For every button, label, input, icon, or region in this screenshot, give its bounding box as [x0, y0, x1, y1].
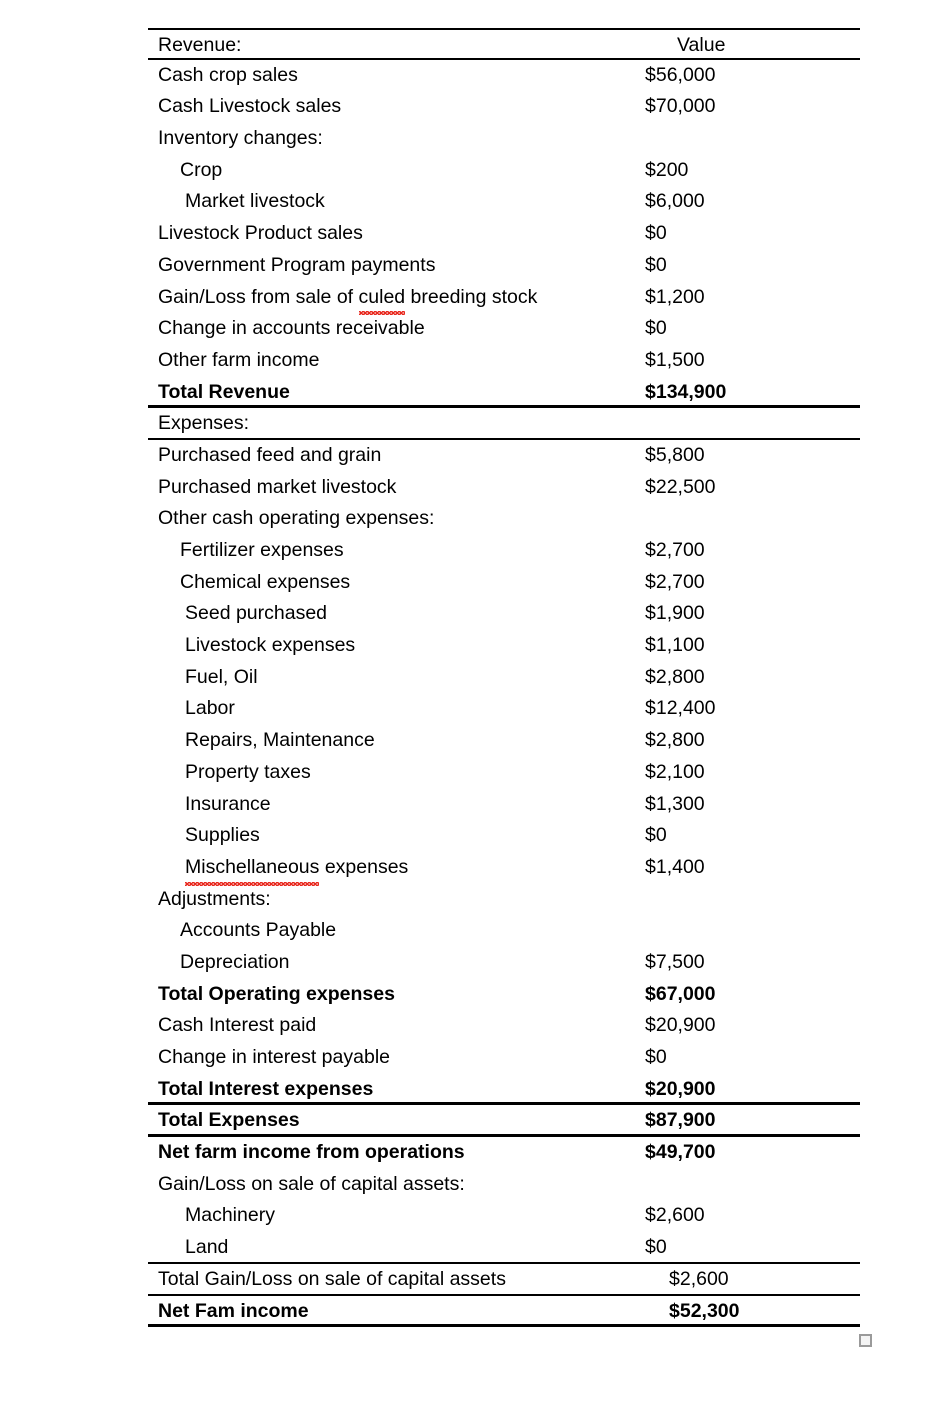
row-value: $6,000 — [645, 190, 705, 213]
table-row — [148, 630, 860, 662]
row-label: Seed purchased — [185, 602, 328, 625]
row-value: $20,900 — [645, 1014, 716, 1037]
row-value: $20,900 — [645, 1077, 716, 1100]
row-label: Inventory changes: — [158, 127, 323, 150]
table-row — [148, 789, 860, 821]
table-row — [148, 915, 860, 947]
row-value: $2,600 — [669, 1267, 729, 1290]
table-row-total-interest-expenses — [148, 1074, 860, 1106]
row-value: $1,200 — [645, 285, 705, 308]
row-value: $0 — [645, 1046, 667, 1068]
value-column-header: Value — [677, 34, 726, 56]
table-row — [148, 947, 860, 979]
table-row — [148, 440, 860, 472]
row-value: $67,000 — [645, 982, 716, 1005]
row-value: $87,900 — [645, 1109, 716, 1132]
row-label: Chemical expenses — [180, 570, 351, 593]
row-label: Net Fam income — [158, 1299, 309, 1322]
table-row-total-revenue — [148, 377, 860, 409]
row-label: Machinery — [185, 1204, 275, 1227]
table-row — [148, 1169, 860, 1201]
row-label: Change in interest payable — [158, 1046, 390, 1068]
row-label: Net farm income from operations — [158, 1141, 465, 1164]
row-label: Crop — [180, 158, 223, 181]
row-label: Fertilizer expenses — [180, 539, 344, 561]
table-row — [148, 1200, 860, 1232]
row-label — [148, 282, 645, 314]
row-value: $12,400 — [645, 697, 716, 720]
farm-income-statement-table — [148, 28, 860, 1327]
table-row — [148, 693, 860, 725]
spellcheck-misspelled-word: Mischellaneous — [185, 852, 319, 884]
expenses-heading: Expenses: — [158, 412, 250, 435]
table-header-row — [148, 28, 860, 60]
object-resize-handle[interactable] — [859, 1334, 872, 1347]
table-row — [148, 725, 860, 757]
table-row — [148, 60, 860, 92]
table-row — [148, 852, 860, 884]
table-row — [148, 884, 860, 916]
table-row — [148, 345, 860, 377]
row-value: $2,100 — [645, 760, 705, 783]
table-row — [148, 1010, 860, 1042]
table-row — [148, 820, 860, 852]
row-label: Other farm income — [158, 348, 320, 371]
row-value: $2,700 — [645, 570, 705, 593]
table-row-total-expenses — [148, 1105, 860, 1137]
row-value: $2,800 — [645, 729, 705, 752]
row-label: Labor — [185, 697, 235, 720]
row-label: Livestock Product sales — [158, 222, 363, 245]
table-row — [148, 535, 860, 567]
table-row-net-farm-income-operations — [148, 1137, 860, 1169]
row-label: Supplies — [185, 824, 260, 847]
row-label: Total Expenses — [158, 1109, 300, 1132]
row-label: Depreciation — [180, 950, 290, 973]
table-row — [148, 1232, 860, 1264]
table-row — [148, 91, 860, 123]
row-value: $0 — [645, 1236, 667, 1259]
row-label-text-post: breeding stock — [405, 285, 538, 308]
row-value: $0 — [645, 824, 667, 847]
row-value: $2,800 — [645, 665, 705, 688]
table-row-total-operating-expenses — [148, 979, 860, 1011]
row-label: Cash crop sales — [158, 63, 298, 86]
row-label: Livestock expenses — [185, 634, 356, 657]
row-label: Fuel, Oil — [185, 665, 258, 688]
row-value: $70,000 — [645, 95, 716, 118]
table-row — [148, 567, 860, 599]
table-row — [148, 250, 860, 282]
table-row — [148, 313, 860, 345]
row-label-text-pre: Gain/Loss from sale of — [158, 285, 359, 308]
row-label — [148, 852, 645, 884]
table-row — [148, 155, 860, 187]
row-label: Total Gain/Loss on sale of capital assets — [158, 1267, 506, 1290]
row-label: Change in accounts receivable — [158, 317, 425, 340]
row-label: Other cash operating expenses: — [158, 507, 435, 530]
row-label-text-post: expenses — [319, 855, 409, 878]
row-value: $52,300 — [669, 1299, 740, 1322]
table-row — [148, 123, 860, 155]
row-label: Total Revenue — [158, 380, 290, 403]
row-value: $22,500 — [645, 475, 716, 498]
row-label: Market livestock — [185, 190, 325, 213]
row-value: $7,500 — [645, 950, 705, 973]
row-label: Adjustments: — [158, 887, 271, 910]
row-label: Cash Livestock sales — [158, 95, 342, 118]
row-value: $134,900 — [645, 380, 727, 403]
row-label: Land — [185, 1236, 229, 1259]
row-label: Repairs, Maintenance — [185, 729, 375, 752]
row-value: $2,600 — [645, 1204, 705, 1227]
row-label: Government Program payments — [158, 253, 436, 276]
row-label: Property taxes — [185, 760, 311, 783]
table-row — [148, 472, 860, 504]
table-row — [148, 282, 860, 314]
row-label: Purchased feed and grain — [158, 443, 382, 466]
table-row — [148, 598, 860, 630]
row-value: $1,500 — [645, 348, 705, 371]
row-label: Gain/Loss on sale of capital assets: — [158, 1172, 465, 1195]
row-value: $1,100 — [645, 634, 705, 657]
row-label: Insurance — [185, 792, 271, 815]
row-value: $0 — [645, 253, 667, 276]
row-value: $5,800 — [645, 443, 705, 466]
table-row — [148, 662, 860, 694]
row-label: Accounts Payable — [180, 919, 337, 942]
row-value: $200 — [645, 158, 689, 181]
row-value: $1,900 — [645, 602, 705, 625]
table-row — [148, 186, 860, 218]
row-label: Cash Interest paid — [158, 1014, 317, 1037]
table-row-net-farm-income — [148, 1296, 860, 1328]
spellcheck-misspelled-word: culed — [359, 282, 406, 314]
row-value: $2,700 — [645, 539, 705, 561]
row-value: $0 — [645, 317, 667, 340]
row-value: $49,700 — [645, 1141, 716, 1164]
row-value: $1,400 — [645, 855, 705, 878]
row-value: $0 — [645, 222, 667, 245]
row-label: Total Interest expenses — [158, 1077, 374, 1100]
revenue-heading: Revenue: — [158, 34, 242, 56]
table-row — [148, 1042, 860, 1074]
row-value: $56,000 — [645, 63, 716, 86]
row-value: $1,300 — [645, 792, 705, 815]
table-row — [148, 503, 860, 535]
row-label: Total Operating expenses — [158, 982, 395, 1005]
row-label: Purchased market livestock — [158, 475, 397, 498]
table-row — [148, 218, 860, 250]
expenses-heading-row — [148, 408, 860, 440]
table-row-total-gain-loss-capital-assets — [148, 1264, 860, 1296]
table-row — [148, 757, 860, 789]
